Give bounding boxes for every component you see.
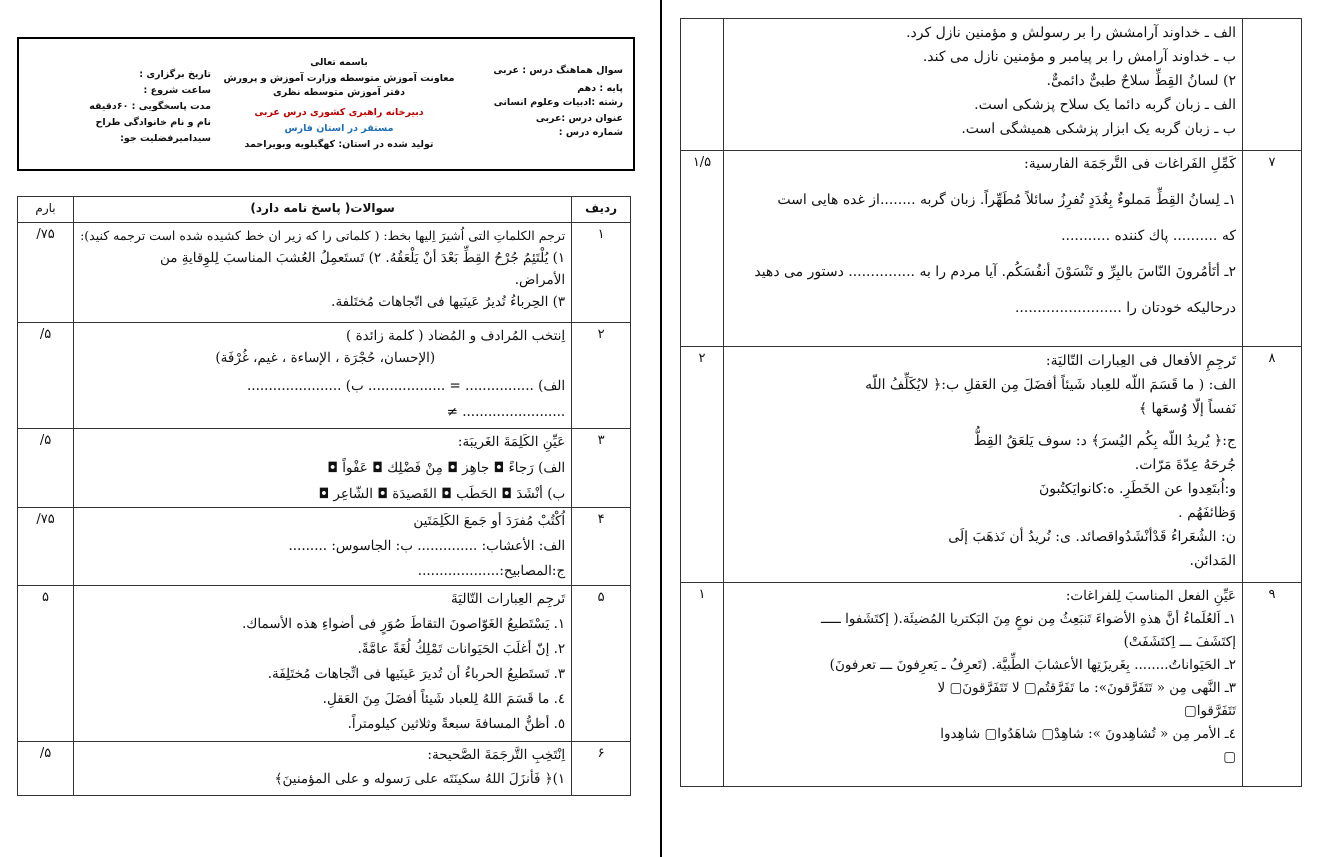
question-row xyxy=(18,586,631,742)
question-score: ۵ xyxy=(18,586,74,742)
question-line: ۱)﴿ فَأنزَلَ اللهُ سکینَتَه علی رَسوله و علی المؤمنینَ﴾ xyxy=(274,771,566,787)
question-line: ترجم الکلماتِ التی اُشیرَ اِلیها بخط: ( کلماتی را که زیر ان خط کشیده شده است ترجمه کنید): xyxy=(80,228,566,243)
header-left-4: سیدامیرفضلیت جو: xyxy=(120,133,211,144)
question-line: تَرجِم العِبارات التّالیَةَ xyxy=(451,591,566,607)
header-right-col-4: شماره درس : xyxy=(558,127,623,138)
question-score: ۱/۵ xyxy=(681,151,724,347)
question-score: /۷۵ xyxy=(18,508,74,586)
question-line: ۲ـ الحَیَواناتُ........ بِغَریزَتِها الأعشابَ الطِّبیَّة. (تَعرِفُ ـ یَعرِفونَ ـــ تعرفونَ) xyxy=(829,657,1236,673)
question-line: الف) رَجاءً ◘ جاهِز ◘ مِنْ فَضْلِك ◘ عَفْواً ◘ xyxy=(327,460,566,476)
question-score: /۵ xyxy=(18,742,74,796)
question-score: /۵ xyxy=(18,429,74,508)
question-row xyxy=(18,742,631,796)
header-center-2: دفتر آموزش متوسطه نظری xyxy=(273,87,405,98)
question-row xyxy=(18,323,631,429)
question-line: که .......... پاك کننده ........... xyxy=(1061,228,1236,244)
question-number: ۴ xyxy=(572,508,631,586)
questions-table-right xyxy=(680,18,1302,787)
header-center-1: معاونت آموزش متوسطه وزارت آموزش و پرورش xyxy=(223,73,455,84)
question-line: اِنْتَخِبِ التَّرجَمَةَ الصَّحیحة: xyxy=(427,747,566,763)
question-line: ۱ـ اَلعُلَماءُ أنَّ هذهِ الأضواءَ تَنبَعِثُ مِن نوعٍ مِنَ البَکتریا المُضیئَة.( إکتَشَفوا ـــــ xyxy=(821,611,1236,627)
question-row xyxy=(18,223,631,323)
header-right-col-1: پایه : دهم xyxy=(577,83,623,94)
question-line: ٤ـ الأمر مِن « تُشاهِدونَ »: شاهِدْ▢ شاهَدُوا▢ شاهِدوا xyxy=(940,726,1236,742)
header-center-0: باسمه تعالی xyxy=(310,57,368,68)
col-header-row: ردیف xyxy=(572,197,631,223)
question-line: ۳) الحِرباءُ تُدیرُ عَینَیها فی اتّجاهات مُختَلفة. xyxy=(331,294,566,310)
question-line: الف) ................ = .................. ب) ...................... xyxy=(247,378,566,394)
question-line: جُرحَهُ عِدّةَ مَرّات. xyxy=(1134,457,1236,473)
question-row xyxy=(18,429,631,508)
question-number: ۷ xyxy=(1243,151,1302,347)
answer-option: الف ـ خداوند آرامشش را بر رسولش و مؤمنین نازل کرد. xyxy=(906,25,1236,41)
question-score: /۷۵ xyxy=(18,223,74,323)
question-line: کَمِّلِ الفَراغات فی التَّرجَمَة الفارسیة: xyxy=(1024,156,1236,172)
right-page xyxy=(662,0,1325,857)
question-row xyxy=(681,583,1302,787)
header-left-1: ساعت شروع : xyxy=(143,85,211,96)
question-row xyxy=(18,508,631,586)
question-number: ۶ xyxy=(572,742,631,796)
question-line: تَتَفَرَّقوا▢ xyxy=(1183,703,1236,719)
answer-option: الف ـ زبان گربه دائما یک سلاح پزشکی است. xyxy=(974,97,1236,113)
question-number: ۱ xyxy=(572,223,631,323)
question-line: عَیِّنِ الفعل المناسبَ لِلفراغات: xyxy=(1065,588,1236,604)
question-row xyxy=(681,19,1302,151)
question-line: اُکْتُبْ مُفرَدَ أو جَمعَ الکَلِمَتَین xyxy=(413,513,566,529)
question-line: و:اُبتَعِدوا عن الخَطَرِ. ه:کانوایَکتُبونَ xyxy=(1038,481,1236,497)
question-line: ۲) لسانُ القِطِّ سلاحٌ طبیٌّ دائمیٌّ. xyxy=(1046,73,1236,89)
question-line: تَرجِمِ الأفعال فی العِبارات التّالیَة: xyxy=(1045,353,1236,369)
header-center-5: تولید شده در استان: کهگیلویه وبویراحمد xyxy=(244,139,434,150)
question-line: ۳. تَستَطیعُ الحرباءُ أن تُدیرَ عَینَیها فی اتِّجاهات مُختَلِفَة. xyxy=(267,666,566,682)
header-right-col-0: سوال هماهنگ درس : عربی xyxy=(493,65,623,76)
question-line: ب) أنْشَدَ ◘ الحَطَب ◘ القَصیدَة ◘ الشّاعِر ◘ xyxy=(318,486,566,502)
question-number: ۹ xyxy=(1243,583,1302,787)
question-line: ۱ـ لِسانُ القِطِّ مَملوءٌ بِغُدَدٍ تُفرِزُ سائلاً مُطَهِّراً. زبان گربه ........از غدە هایی است xyxy=(777,192,1236,208)
question-number: ۲ xyxy=(572,323,631,429)
questions-table-left xyxy=(17,196,631,796)
question-line: نَفساً إلّا وُسعَها ﴾ xyxy=(1138,401,1236,417)
question-line: إکتَشَفَ ـــ اِکتَشَفَتْ) xyxy=(1123,634,1236,650)
question-line: ٥. أظنُّ المسافةَ سبعةً وثلاثین کیلومتراً. xyxy=(347,716,566,732)
question-line: اِنتخب المُرادف و المُضاد ( کلمة زائدة ) xyxy=(346,328,566,344)
question-row xyxy=(681,347,1302,583)
question-line: ج:﴿ یُریدُ اللّه بِکُم الیُسرَ﴾ د: سوف یَلعَقُ القِطُّ xyxy=(973,433,1236,449)
question-line: ۳ـ النَّهی مِن « تَتَفَرَّقونَ»: ما تَفَرَّقتُم▢ لا تَتَفَرَّقونَ▢ لا xyxy=(937,680,1236,696)
col-header-questions: سوالات( پاسخ نامه دارد) xyxy=(74,197,572,223)
header-right-col-2: رشته :ادبیات وعلوم انسانی xyxy=(493,97,623,108)
question-score xyxy=(681,19,724,151)
question-line: ۲ـ أتَأمُرونَ النّاسَ بالبِرِّ و تَنْسَوْنَ أنفُسَکُم. آیا مردم را به ............... دستور می دهید xyxy=(754,264,1236,280)
question-line: (الإحسان، حُجْرَة ، الإساءة ، غیم، غُرْفَة) xyxy=(215,350,436,366)
question-line: درحالیکه خودتان را ........................ xyxy=(1014,300,1236,316)
question-number: ۳ xyxy=(572,429,631,508)
header-left-3: نام و نام خانوادگی طراح xyxy=(95,117,211,128)
question-line: ........................ ≠ xyxy=(446,404,566,420)
question-score: ۱ xyxy=(681,583,724,787)
question-score: /۵ xyxy=(18,323,74,429)
header-center-4: مستقر در استان فارس xyxy=(284,123,394,134)
question-score: ۲ xyxy=(681,347,724,583)
answer-option: ب ـ زبان گربه یک ابزار پزشکی همیشگی است. xyxy=(961,121,1236,137)
col-header-score: بارم xyxy=(18,197,74,223)
exam-header-box xyxy=(17,37,635,171)
question-line: الف: الأعشاب: .............. ب: الجاسوس: ......... xyxy=(288,538,566,554)
answer-option: ب ـ خداوند آرامش را بر پیامبر و مؤمنین نازل می کند. xyxy=(922,49,1236,65)
question-line: وَظائفَهُم . xyxy=(1178,505,1236,521)
header-center-3: دبیرخانه راهبری کشوری درس عربی xyxy=(254,107,424,118)
question-line: ٤. ما قَسَمَ اللهُ لِلعباد شَیئاً أفضَلَ مِنَ العَقلِ. xyxy=(322,691,566,707)
question-line: ن: الشُعَراءُ قَدْأنْشَدُواقصائد. ی: نُریدُ أن نَذهَبَ إلَی xyxy=(948,529,1236,545)
question-number: ۵ xyxy=(572,586,631,742)
question-number: ۸ xyxy=(1243,347,1302,583)
question-line: ۱. یَسْتَطیعُ الغَوّاصونَ التقاطَ صُوَرٍ فی أضواءِ هذه الأسماك. xyxy=(241,616,566,632)
question-row xyxy=(681,151,1302,347)
question-line: ۲. إنّ أغلَبَ الحَیَوانات تَمْلِكُ لُغَةً عامَّةً. xyxy=(357,641,566,657)
question-number xyxy=(1243,19,1302,151)
question-line: الف: ( ما قَسَمَ اللّه للعِباد شَیئاً أفضَلَ مِن العَقلِ ب:﴿ لایُکَلِّفُ اللّه xyxy=(865,377,1236,393)
question-line: المَدائن. xyxy=(1189,553,1236,569)
header-left-0: تاریخ برگزاری : xyxy=(139,69,211,80)
header-right-col-3: عنوان درس :عربی xyxy=(535,113,623,124)
question-line: عَیِّنِ الکَلِمَةَ الغَریبَة: xyxy=(457,434,566,450)
question-line: ج:المصابیح:................... xyxy=(417,563,566,579)
question-line: ▢ xyxy=(1223,749,1236,765)
header-left-2: مدت پاسخگویی : ۶۰دقیقه xyxy=(89,101,211,112)
question-line: الأمراض. xyxy=(514,272,566,288)
left-page xyxy=(0,0,660,857)
question-line: ۱) یُلْتَئِمُ جُرْحُ القِطِّ بَعْدَ أنْ یَلْعَقُهُ. ۲) تَستَعمِلُ العُشبَ المناسبَ لِلوِقایةِ من xyxy=(159,250,566,266)
